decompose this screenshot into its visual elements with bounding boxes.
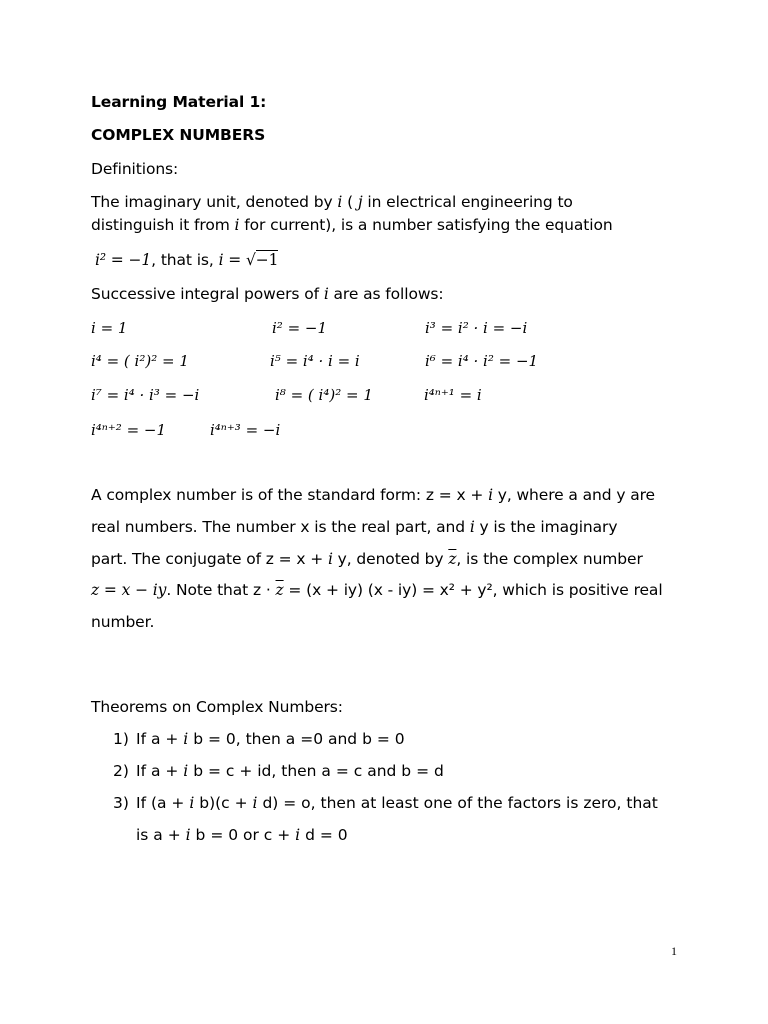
- text: A complex number is of the standard form: z = x +: [91, 486, 489, 504]
- power-i2: [272, 319, 327, 337]
- formula: i = 1: [91, 319, 128, 337]
- power-i7: [91, 386, 199, 404]
- text: Successive integral powers of: [91, 285, 324, 303]
- imaginary-i: i: [234, 216, 240, 234]
- imaginary-i: i: [328, 550, 333, 568]
- power-i4: [91, 352, 189, 370]
- powers-label: [91, 285, 444, 303]
- list-text: [136, 730, 405, 748]
- imaginary-i: i: [183, 762, 189, 780]
- imaginary-i: i: [295, 826, 301, 844]
- power-i8: [275, 386, 373, 404]
- intro-line-1: [91, 193, 573, 211]
- text: = (x + iy) (x - iy) = x² + y², which is positive real: [283, 581, 663, 599]
- text: , is the complex number: [456, 550, 643, 568]
- complex-line-1: [91, 486, 655, 504]
- text: y, denoted by: [332, 550, 449, 568]
- text: y is the imaginary: [474, 518, 618, 536]
- z-bar: $\overline{z}$: [448, 550, 457, 568]
- imaginary-i: i: [252, 794, 258, 812]
- power-i6: [425, 352, 538, 370]
- complex-line-4: [91, 581, 663, 599]
- equation-line: [95, 251, 278, 269]
- text: (: [342, 193, 358, 211]
- text: b = 0, then a =0 and b = 0: [188, 730, 405, 748]
- formula: i² = −1: [272, 319, 328, 337]
- text: part. The conjugate of z = x +: [91, 550, 328, 568]
- equation-i-squared: i² = −1: [95, 251, 152, 269]
- formula: i⁷ = i⁴ · i³ = −i: [91, 386, 200, 404]
- text: b = 0 or c +: [190, 826, 296, 844]
- text: b = c + id, then a = c and b = d: [188, 762, 444, 780]
- definitions-label: Definitions:: [91, 160, 179, 178]
- imaginary-i: i: [469, 518, 475, 536]
- formula: i³ = i² · i = −i: [425, 319, 528, 337]
- power-i4n1: [424, 386, 482, 404]
- power-i5: [270, 352, 360, 370]
- imaginary-i: i: [189, 794, 195, 812]
- document-heading: Learning Material 1:: [91, 93, 267, 111]
- formula: i⁴ = ( i²)² = 1: [91, 352, 189, 370]
- text: If a +: [136, 762, 184, 780]
- text: d = 0: [300, 826, 348, 844]
- text: y, where a and y are: [492, 486, 655, 504]
- formula: i⁸ = ( i⁴)² = 1: [275, 386, 373, 404]
- text: distinguish it from: [91, 216, 235, 234]
- radicand: −1: [255, 251, 279, 269]
- page-number: 1: [671, 944, 677, 958]
- text: d) = o, then at least one of the factors is zero, that: [257, 794, 658, 812]
- list-number: 3): [113, 794, 129, 812]
- equation-i-sqrt: i = √: [218, 251, 256, 269]
- text: If (a +: [136, 794, 190, 812]
- power-i1: [91, 319, 127, 337]
- power-i4n2: [91, 421, 166, 439]
- formula: i⁴ⁿ⁺¹ = i: [424, 386, 482, 404]
- text: in electrical engineering to: [362, 193, 573, 211]
- z-bar: $\overline{z}$: [275, 581, 284, 599]
- text: , that is,: [151, 251, 219, 269]
- formula: i⁶ = i⁴ · i² = −1: [425, 352, 539, 370]
- list-text: [136, 794, 658, 812]
- complex-line-5: number.: [91, 613, 155, 631]
- text: The imaginary unit, denoted by: [91, 193, 338, 211]
- text: is a +: [136, 826, 186, 844]
- imaginary-i: i: [488, 486, 493, 504]
- text: If a +: [136, 730, 184, 748]
- formula: i⁴ⁿ⁺³ = −i: [210, 421, 281, 439]
- power-i3: [425, 319, 527, 337]
- list-number: 2): [113, 762, 129, 780]
- text: b)(c +: [194, 794, 253, 812]
- list-text: [136, 762, 444, 780]
- text: real numbers. The number x is the real part, and: [91, 518, 470, 536]
- list-number: 1): [113, 730, 129, 748]
- complex-line-2: [91, 518, 617, 536]
- section-title: COMPLEX NUMBERS: [91, 126, 266, 144]
- list-text-continued: [136, 826, 348, 844]
- imaginary-i: i: [323, 285, 329, 303]
- text: . Note that z ·: [166, 581, 276, 599]
- imaginary-i: i: [337, 193, 343, 211]
- theorems-label: Theorems on Complex Numbers:: [91, 698, 343, 716]
- complex-line-3: [91, 550, 643, 568]
- text: for current), is a number satisfying the equation: [239, 216, 613, 234]
- intro-line-2: [91, 216, 613, 234]
- imaginary-j: j: [357, 193, 363, 211]
- text: are as follows:: [328, 285, 444, 303]
- formula: i⁵ = i⁴ · i = i: [270, 352, 360, 370]
- formula: i⁴ⁿ⁺² = −1: [91, 421, 167, 439]
- power-i4n3: [210, 421, 280, 439]
- imaginary-i: i: [183, 730, 189, 748]
- conjugate-equation: z = x − iy: [91, 581, 167, 599]
- imaginary-i: i: [185, 826, 191, 844]
